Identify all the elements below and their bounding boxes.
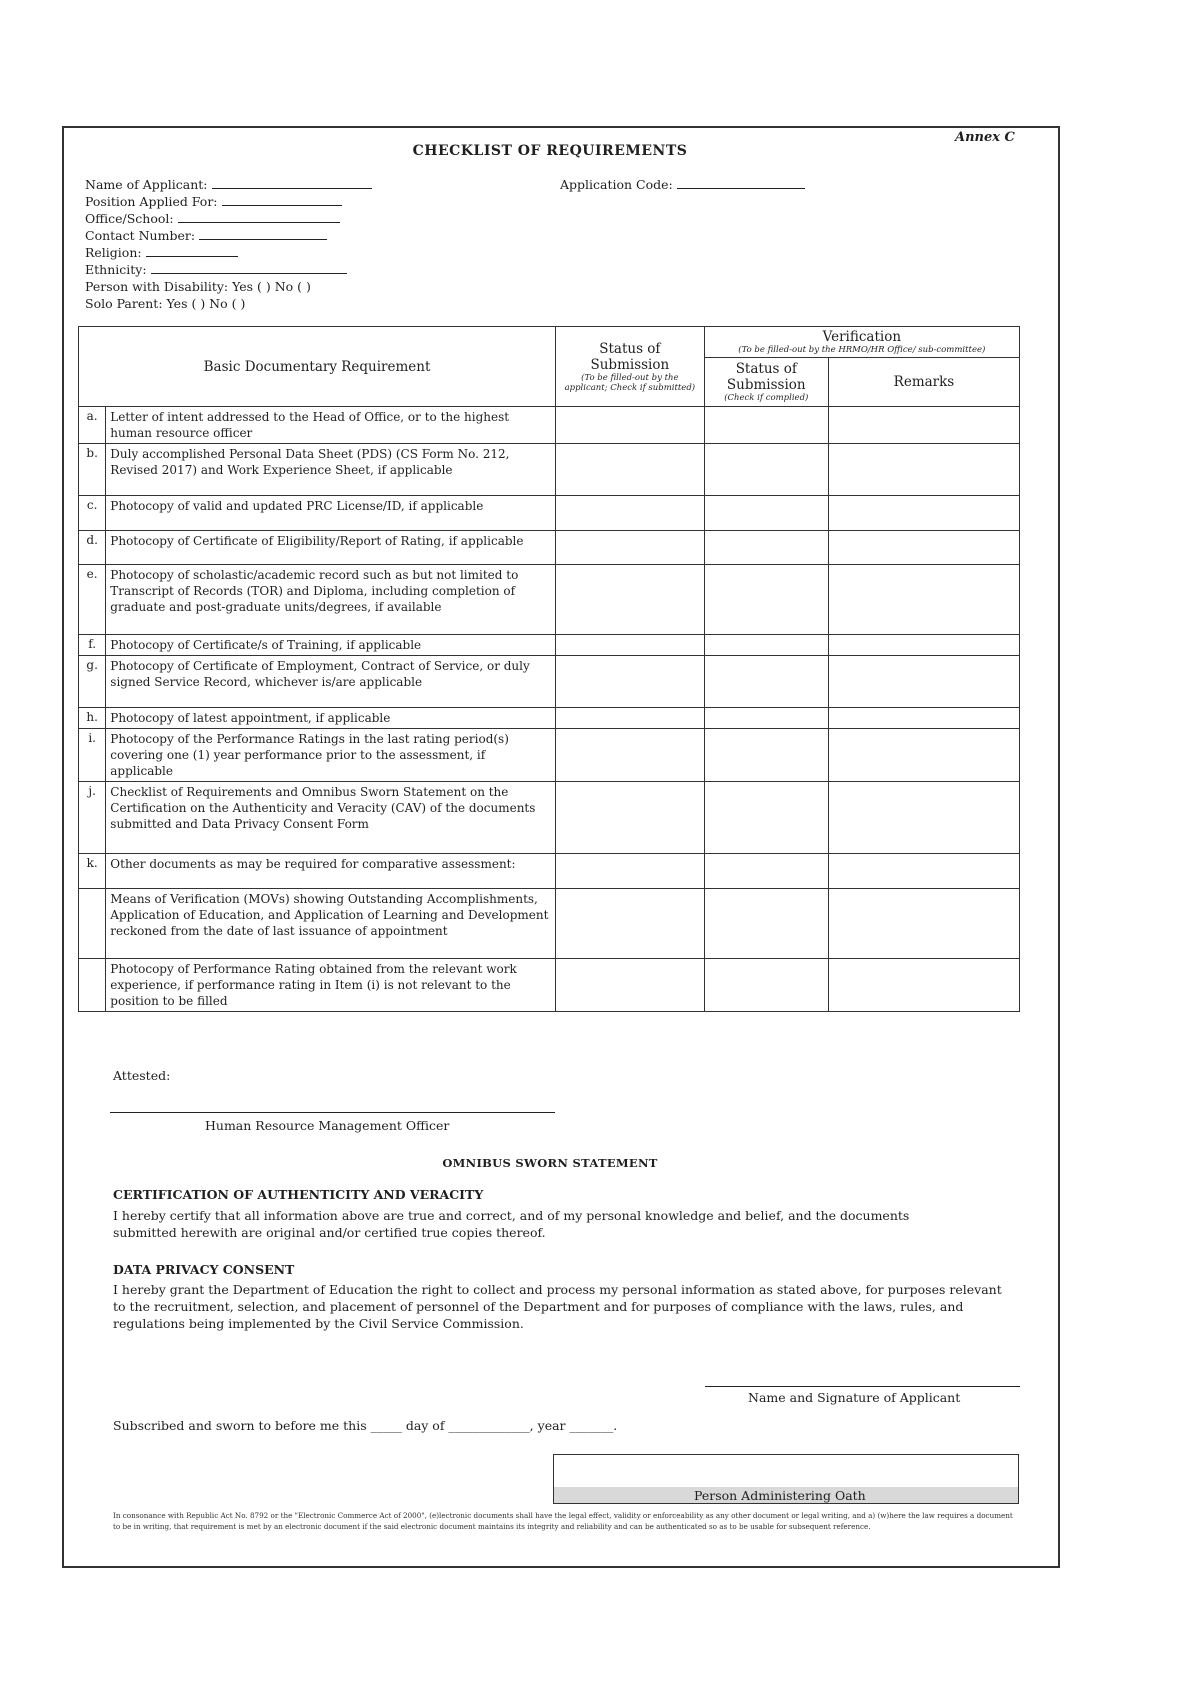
row-letter: g. xyxy=(79,656,106,708)
row-requirement: Photocopy of the Performance Ratings in the last rating period(s) covering one (1) year performance prior to the assessment, if applicable xyxy=(106,729,556,782)
verification-status-cell[interactable] xyxy=(704,889,828,959)
application-code-field[interactable] xyxy=(560,176,805,192)
row-requirement: Photocopy of valid and updated PRC License/ID, if applicable xyxy=(106,496,556,531)
application-code-label: Application Code: xyxy=(560,177,673,192)
row-requirement: Letter of intent addressed to the Head of Office, or to the highest human resource officer xyxy=(106,407,556,444)
status-cell[interactable] xyxy=(556,407,705,444)
contact-line xyxy=(199,227,327,240)
status-cell[interactable] xyxy=(556,496,705,531)
row-letter: i. xyxy=(79,729,106,782)
hrmo-signature-line[interactable] xyxy=(110,1112,555,1113)
solo-parent-field[interactable]: Solo Parent: Yes ( ) No ( ) xyxy=(85,296,246,311)
remarks-cell[interactable] xyxy=(828,854,1019,889)
row-requirement: Photocopy of Certificate/s of Training, if applicable xyxy=(106,635,556,656)
col-verification-note: (To be filled-out by the HRMO/HR Office/ sub-committee) xyxy=(738,345,986,355)
office-label: Office/School: xyxy=(85,211,174,226)
col-requirement: Basic Documentary Requirement xyxy=(79,327,556,407)
sworn-statement[interactable]: Subscribed and sworn to before me this _____ day of _____________, year _______. xyxy=(113,1418,618,1433)
table-row xyxy=(79,565,1020,635)
verification-status-cell[interactable] xyxy=(704,444,828,496)
remarks-cell[interactable] xyxy=(828,407,1019,444)
application-code-line xyxy=(677,176,805,189)
remarks-cell[interactable] xyxy=(828,729,1019,782)
row-requirement: Photocopy of Certificate of Eligibility/Report of Rating, if applicable xyxy=(106,531,556,565)
status-cell[interactable] xyxy=(556,635,705,656)
row-requirement: Other documents as may be required for comparative assessment: xyxy=(106,854,556,889)
row-letter xyxy=(79,889,106,959)
col-ver-status xyxy=(704,358,828,407)
office-field[interactable] xyxy=(85,210,372,227)
pwd-field[interactable]: Person with Disability: Yes ( ) No ( ) xyxy=(85,279,311,294)
table-row xyxy=(79,496,1020,531)
row-requirement: Photocopy of Certificate of Employment, Contract of Service, or duly signed Service Record, whichever is/are applicable xyxy=(106,656,556,708)
row-requirement: Photocopy of Performance Rating obtained from the relevant work experience, if performance rating in Item (i) is not relevant to the position to be filled xyxy=(106,959,556,1012)
remarks-cell[interactable] xyxy=(828,496,1019,531)
religion-line xyxy=(146,244,238,257)
verification-status-cell[interactable] xyxy=(704,854,828,889)
table-row xyxy=(79,854,1020,889)
position-label: Position Applied For: xyxy=(85,194,218,209)
applicant-signature-label: Name and Signature of Applicant xyxy=(748,1390,961,1405)
status-cell[interactable] xyxy=(556,854,705,889)
data-privacy-body: I hereby grant the Department of Education the right to collect and process my personal information as stated above, for purposes relevant to the recruitment, selection, and placement of personnel of the Department and for purposes of compliance with the laws, rules, and regulations being implemented by the Civil Service Commission. xyxy=(113,1282,1002,1331)
remarks-cell[interactable] xyxy=(828,635,1019,656)
ethnicity-line xyxy=(151,261,347,274)
verification-status-cell[interactable] xyxy=(704,531,828,565)
status-cell[interactable] xyxy=(556,531,705,565)
row-requirement: Photocopy of scholastic/academic record such as but not limited to Transcript of Records (TOR) and Diploma, including completion of graduate and post-graduate units/degrees, if available xyxy=(106,565,556,635)
office-line xyxy=(178,210,340,223)
row-letter xyxy=(79,959,106,1012)
verification-status-cell[interactable] xyxy=(704,656,828,708)
remarks-cell[interactable] xyxy=(828,444,1019,496)
remarks-cell[interactable] xyxy=(828,531,1019,565)
verification-status-cell[interactable] xyxy=(704,959,828,1012)
status-cell[interactable] xyxy=(556,656,705,708)
col-verification-label: Verification xyxy=(822,329,902,345)
row-letter: j. xyxy=(79,782,106,854)
status-cell[interactable] xyxy=(556,565,705,635)
table-row xyxy=(79,708,1020,729)
attested-label: Attested: xyxy=(113,1068,171,1083)
certification-body: I hereby certify that all information above are true and correct, and of my personal knowledge and belief, and the documents submitted herewith are original and/or certified true copies thereof. xyxy=(113,1208,910,1240)
table-row xyxy=(79,444,1020,496)
name-line xyxy=(212,176,372,189)
oath-label: Person Administering Oath xyxy=(694,1488,866,1503)
row-requirement: Means of Verification (MOVs) showing Outstanding Accomplishments, Application of Education, and Application of Learning and Development reckoned from the date of last issuance of appointment xyxy=(106,889,556,959)
status-cell[interactable] xyxy=(556,889,705,959)
table-row xyxy=(79,656,1020,708)
requirements-table xyxy=(78,326,1020,1012)
status-cell[interactable] xyxy=(556,729,705,782)
applicant-fields xyxy=(85,176,372,312)
table-row xyxy=(79,635,1020,656)
position-field[interactable] xyxy=(85,193,372,210)
remarks-cell[interactable] xyxy=(828,708,1019,729)
name-label: Name of Applicant: xyxy=(85,177,208,192)
remarks-cell[interactable] xyxy=(828,782,1019,854)
row-letter: c. xyxy=(79,496,106,531)
table-row xyxy=(79,782,1020,854)
verification-status-cell[interactable] xyxy=(704,708,828,729)
annex-label: Annex C xyxy=(955,130,1015,145)
table-row xyxy=(79,407,1020,444)
verification-status-cell[interactable] xyxy=(704,635,828,656)
ethnicity-field[interactable] xyxy=(85,261,372,278)
remarks-cell[interactable] xyxy=(828,656,1019,708)
verification-status-cell[interactable] xyxy=(704,496,828,531)
status-cell[interactable] xyxy=(556,444,705,496)
col-verification xyxy=(704,327,1019,358)
ethnicity-label: Ethnicity: xyxy=(85,262,147,277)
remarks-cell[interactable] xyxy=(828,565,1019,635)
footnote: In consonance with Republic Act No. 8792 or the "Electronic Commerce Act of 2000", (e)lectronic documents shall have the legal effect, validity or enforceability as any other document or legal writing, and a) (w)here the law requires a document to be in writing, that requirement is met by an electronic document if the said electronic document maintains its integrity and reliability and can be authenticated so as to be usable for subsequent reference. xyxy=(113,1511,1013,1531)
table-row xyxy=(79,729,1020,782)
row-requirement: Checklist of Requirements and Omnibus Sworn Statement on the Certification on the Authenticity and Veracity (CAV) of the documents submitted and Data Privacy Consent Form xyxy=(106,782,556,854)
row-letter: f. xyxy=(79,635,106,656)
verification-status-cell[interactable] xyxy=(704,565,828,635)
row-letter: k. xyxy=(79,854,106,889)
remarks-cell[interactable] xyxy=(828,889,1019,959)
status-cell[interactable] xyxy=(556,959,705,1012)
verification-status-cell[interactable] xyxy=(704,407,828,444)
status-cell[interactable] xyxy=(556,782,705,854)
table-row xyxy=(79,531,1020,565)
col-remarks: Remarks xyxy=(828,358,1019,407)
row-letter: d. xyxy=(79,531,106,565)
col-status xyxy=(556,327,705,407)
row-letter: h. xyxy=(79,708,106,729)
name-field[interactable] xyxy=(85,176,372,193)
col-status-note: (To be filled-out by the applicant; Check if submitted) xyxy=(564,372,696,393)
row-letter: a. xyxy=(79,407,106,444)
religion-field[interactable] xyxy=(85,244,372,261)
contact-label: Contact Number: xyxy=(85,228,196,243)
row-letter: b. xyxy=(79,444,106,496)
col-ver-status-label: Status of Submission xyxy=(726,361,806,393)
table-row xyxy=(79,889,1020,959)
remarks-cell[interactable] xyxy=(828,959,1019,1012)
religion-label: Religion: xyxy=(85,245,142,260)
position-line xyxy=(222,193,342,206)
row-requirement: Duly accomplished Personal Data Sheet (PDS) (CS Form No. 212, Revised 2017) and Work Experience Sheet, if applicable xyxy=(106,444,556,496)
page-title: CHECKLIST OF REQUIREMENTS xyxy=(412,143,688,159)
row-letter: e. xyxy=(79,565,106,635)
table-row xyxy=(79,959,1020,1012)
certification-heading: CERTIFICATION OF AUTHENTICITY AND VERACITY xyxy=(113,1187,484,1202)
row-requirement: Photocopy of latest appointment, if applicable xyxy=(106,708,556,729)
col-status-label: Status of Submission xyxy=(590,340,670,373)
col-ver-status-note: (Check if complied) xyxy=(724,393,809,403)
omnibus-title: OMNIBUS SWORN STATEMENT xyxy=(442,1156,658,1170)
verification-status-cell[interactable] xyxy=(704,729,828,782)
applicant-signature-line[interactable] xyxy=(705,1386,1020,1387)
data-privacy-heading: DATA PRIVACY CONSENT xyxy=(113,1262,295,1277)
hrmo-label: Human Resource Management Officer xyxy=(205,1118,450,1133)
contact-field[interactable] xyxy=(85,227,372,244)
status-cell[interactable] xyxy=(556,708,705,729)
verification-status-cell[interactable] xyxy=(704,782,828,854)
